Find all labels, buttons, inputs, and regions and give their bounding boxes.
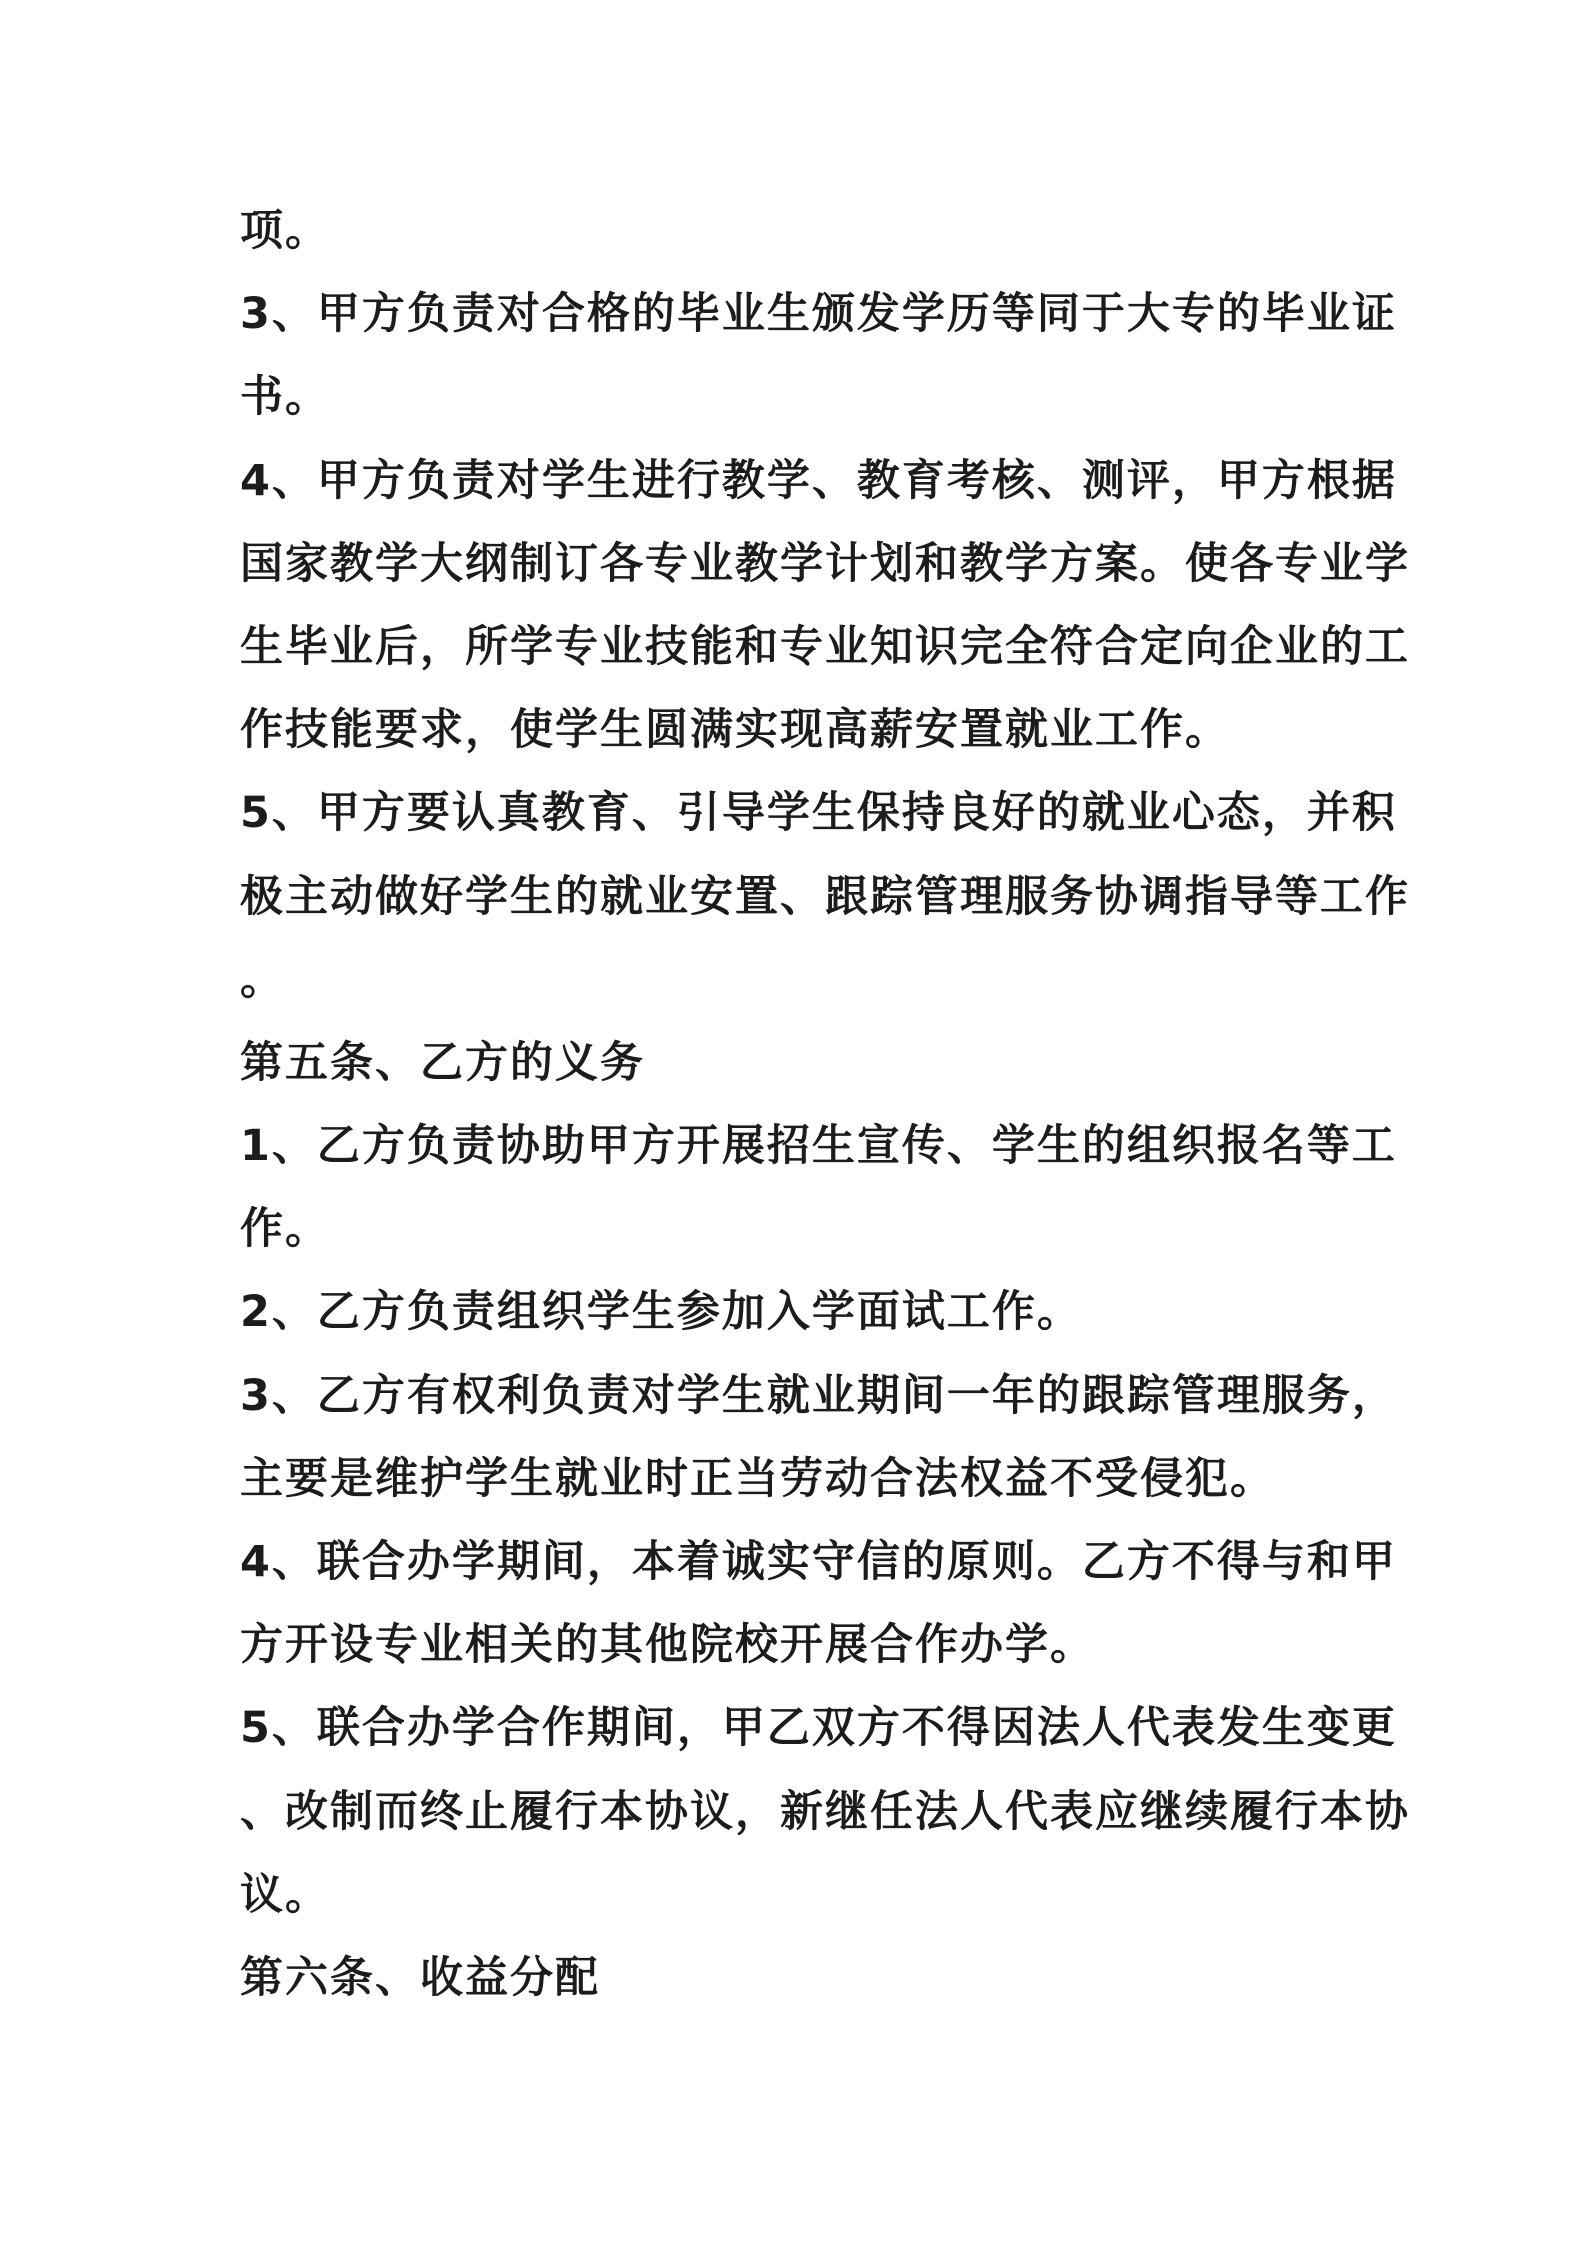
text-line: 3、乙方有权利负责对学生就业期间一年的跟踪管理服务，	[240, 1370, 1397, 1421]
section-heading: 第六条、收益分配	[240, 1952, 600, 2003]
text-line: 4、甲方负责对学生进行教学、教育考核、测评，甲方根据	[240, 455, 1397, 506]
text-line: 。	[240, 954, 285, 1005]
text-line: 3、甲方负责对合格的毕业生颁发学历等同于大专的毕业证	[240, 289, 1397, 340]
text-line: 国家教学大纲制订各专业教学计划和教学方案。使各专业学	[240, 538, 1410, 589]
text-line: 5、联合办学合作期间，甲乙双方不得因法人代表发生变更	[240, 1703, 1397, 1754]
text-line: 作。	[240, 1204, 330, 1255]
text-line: 1、乙方负责协助甲方开展招生宣传、学生的组织报名等工	[240, 1121, 1397, 1172]
text-line: 极主动做好学生的就业安置、跟踪管理服务协调指导等工作	[240, 871, 1410, 922]
text-line: 项。	[240, 206, 330, 256]
text-line: 主要是维护学生就业时正当劳动合法权益不受侵犯。	[240, 1453, 1275, 1504]
text-line: 4、联合办学期间，本着诚实守信的原则。乙方不得与和甲	[240, 1537, 1397, 1587]
text-line: 5、甲方要认真教育、引导学生保持良好的就业心态，并积	[240, 788, 1397, 839]
text-line: 方开设专业相关的其他院校开展合作办学。	[240, 1620, 1095, 1671]
section-heading: 第五条、乙方的义务	[240, 1037, 645, 1088]
text-line: 议。	[240, 1869, 330, 1920]
text-line: 书。	[240, 372, 330, 423]
text-line: 生毕业后，所学专业技能和专业知识完全符合定向企业的工	[240, 621, 1410, 672]
document-body	[240, 190, 1410, 2020]
text-line: 、改制而终止履行本协议，新继任法人代表应继续履行本协	[240, 1786, 1410, 1837]
text-line: 作技能要求，使学生圆满实现高薪安置就业工作。	[240, 705, 1230, 756]
text-line: 2、乙方负责组织学生参加入学面试工作。	[240, 1287, 1082, 1338]
